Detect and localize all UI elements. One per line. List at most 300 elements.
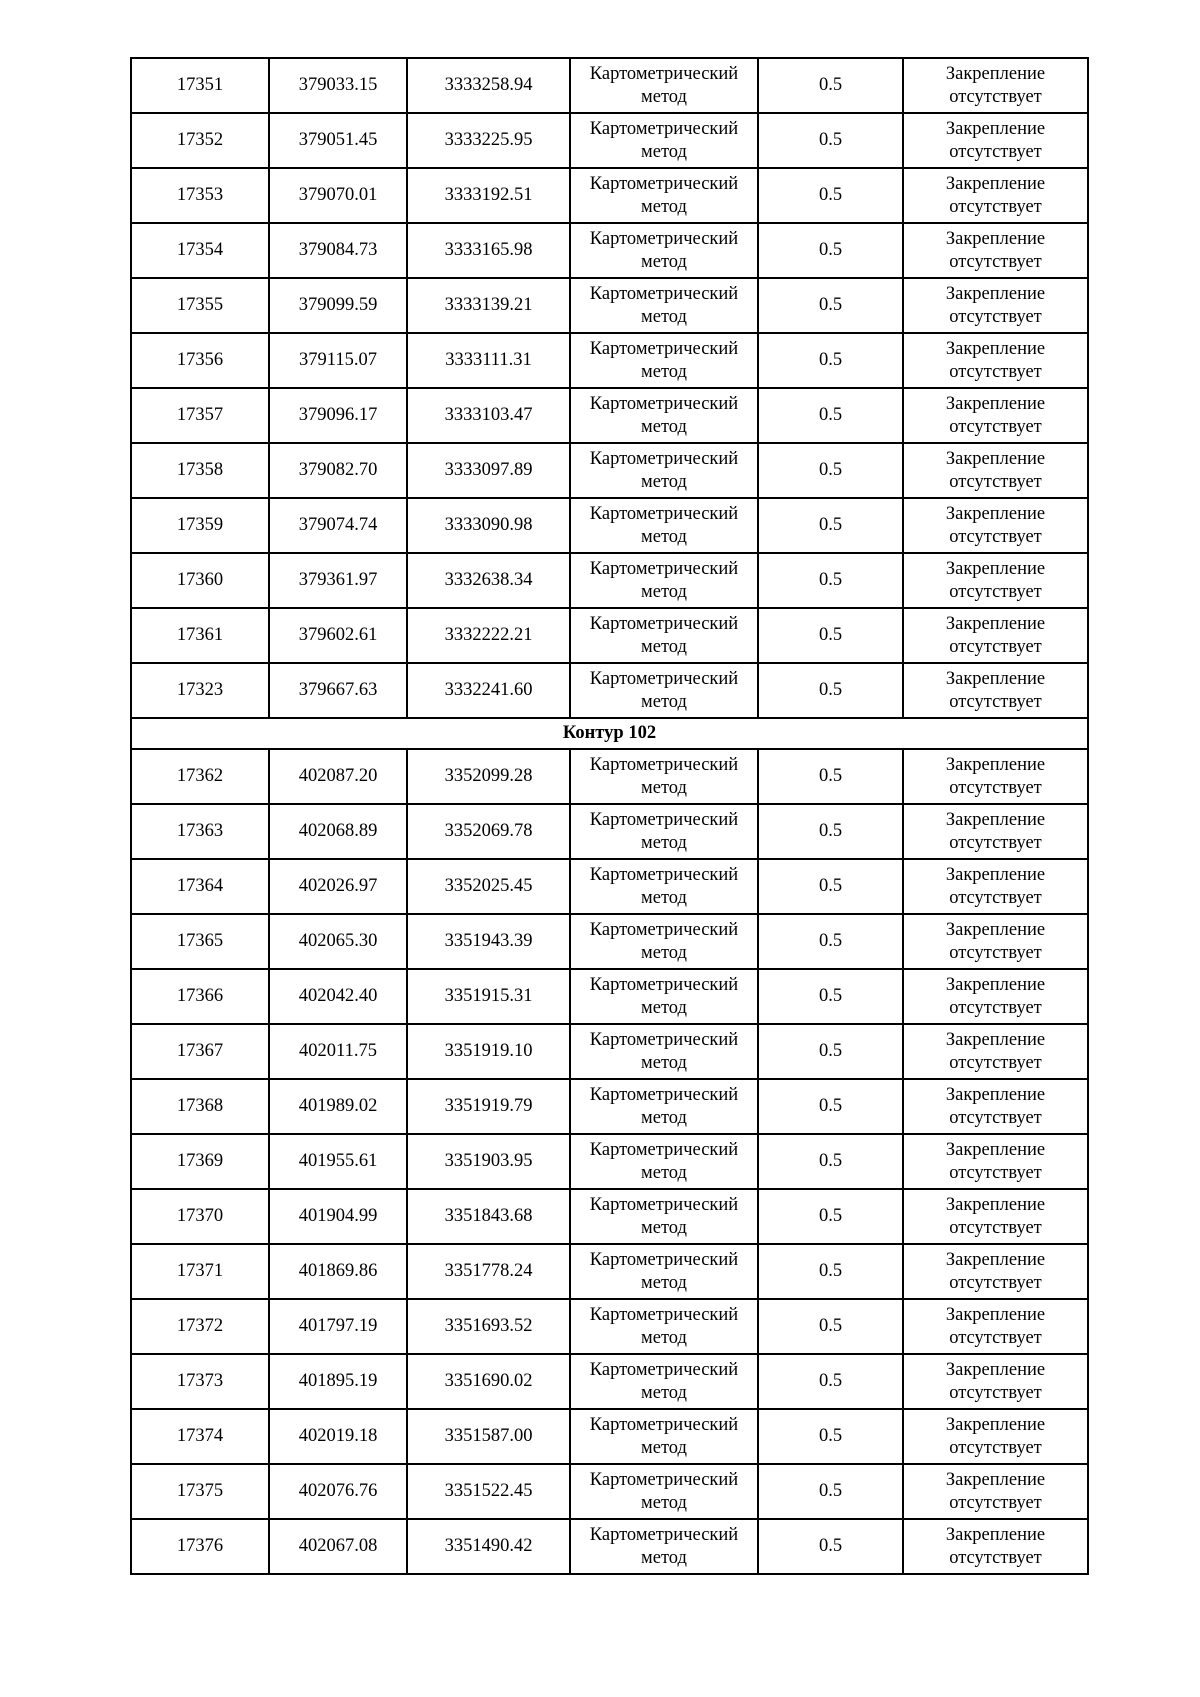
point-number-cell <box>131 749 269 804</box>
accuracy-cell-text: 0.5 <box>818 1151 843 1171</box>
x-coordinate-cell-text: 401989.02 <box>298 1096 378 1116</box>
determination-method-cell-text: Картометрический метод <box>589 1469 739 1513</box>
y-coordinate-cell <box>407 804 570 859</box>
determination-method-cell <box>570 1244 758 1299</box>
table-row <box>131 1024 1088 1079</box>
point-number-cell <box>131 553 269 608</box>
point-number-cell-text: 17371 <box>176 1261 224 1281</box>
y-coordinate-cell-text: 3352069.78 <box>444 821 533 841</box>
accuracy-cell <box>758 1409 903 1464</box>
determination-method-cell <box>570 608 758 663</box>
contour-header-row <box>131 718 1088 749</box>
determination-method-cell-text: Картометрический метод <box>589 1304 739 1348</box>
fixing-description-cell <box>903 1409 1088 1464</box>
x-coordinate-cell-text: 379099.59 <box>298 295 378 315</box>
x-coordinate-cell-text: 402026.97 <box>298 876 378 896</box>
fixing-description-cell <box>903 443 1088 498</box>
determination-method-cell <box>570 969 758 1024</box>
x-coordinate-cell <box>269 1024 407 1079</box>
point-number-cell <box>131 1354 269 1409</box>
point-number-cell-text: 17360 <box>176 570 224 590</box>
y-coordinate-cell <box>407 914 570 969</box>
point-number-cell-text: 17373 <box>176 1371 224 1391</box>
point-number-cell <box>131 278 269 333</box>
point-number-cell <box>131 333 269 388</box>
x-coordinate-cell-text: 402011.75 <box>299 1041 377 1061</box>
fixing-description-cell-text: Закрепление отсутствует <box>945 118 1046 162</box>
fixing-description-cell-text: Закрепление отсутствует <box>945 919 1046 963</box>
fixing-description-cell <box>903 168 1088 223</box>
x-coordinate-cell <box>269 498 407 553</box>
point-number-cell-text: 17355 <box>176 295 224 315</box>
accuracy-cell-text: 0.5 <box>818 515 843 535</box>
point-number-cell-text: 17365 <box>176 931 224 951</box>
y-coordinate-cell-text: 3333258.94 <box>444 75 533 95</box>
accuracy-cell-text: 0.5 <box>818 1041 843 1061</box>
x-coordinate-cell <box>269 608 407 663</box>
fixing-description-cell <box>903 608 1088 663</box>
accuracy-cell-text: 0.5 <box>818 295 843 315</box>
x-coordinate-cell-text: 402042.40 <box>298 986 378 1006</box>
accuracy-cell-text: 0.5 <box>818 931 843 951</box>
y-coordinate-cell-text: 3351490.42 <box>444 1536 533 1556</box>
accuracy-cell <box>758 113 903 168</box>
y-coordinate-cell-text: 3351903.95 <box>444 1151 533 1171</box>
x-coordinate-cell-text: 379033.15 <box>298 75 378 95</box>
x-coordinate-cell-text: 379667.63 <box>298 680 378 700</box>
fixing-description-cell <box>903 1189 1088 1244</box>
y-coordinate-cell-text: 3352099.28 <box>444 766 533 786</box>
determination-method-cell-text: Картометрический метод <box>589 613 739 657</box>
y-coordinate-cell-text: 3351943.39 <box>444 931 533 951</box>
point-number-cell <box>131 223 269 278</box>
determination-method-cell-text: Картометрический метод <box>589 283 739 327</box>
point-number-cell-text: 17369 <box>176 1151 224 1171</box>
table-row <box>131 113 1088 168</box>
point-number-cell <box>131 663 269 718</box>
x-coordinate-cell-text: 379361.97 <box>298 570 378 590</box>
accuracy-cell-text: 0.5 <box>818 1481 843 1501</box>
accuracy-cell <box>758 58 903 113</box>
table-row <box>131 914 1088 969</box>
point-number-cell <box>131 804 269 859</box>
accuracy-cell-text: 0.5 <box>818 1426 843 1446</box>
accuracy-cell-text: 0.5 <box>818 1206 843 1226</box>
accuracy-cell <box>758 1024 903 1079</box>
fixing-description-cell <box>903 1079 1088 1134</box>
y-coordinate-cell <box>407 1079 570 1134</box>
contour-title: Контур 102 <box>131 718 1088 749</box>
determination-method-cell-text: Картометрический метод <box>589 118 739 162</box>
fixing-description-cell-text: Закрепление отсутствует <box>945 228 1046 272</box>
determination-method-cell-text: Картометрический метод <box>589 974 739 1018</box>
y-coordinate-cell <box>407 498 570 553</box>
accuracy-cell <box>758 914 903 969</box>
determination-method-cell <box>570 749 758 804</box>
table-row <box>131 969 1088 1024</box>
determination-method-cell <box>570 223 758 278</box>
fixing-description-cell-text: Закрепление отсутствует <box>945 503 1046 547</box>
determination-method-cell-text: Картометрический метод <box>589 919 739 963</box>
x-coordinate-cell-text: 379096.17 <box>298 405 378 425</box>
x-coordinate-cell <box>269 804 407 859</box>
accuracy-cell-text: 0.5 <box>818 876 843 896</box>
x-coordinate-cell <box>269 278 407 333</box>
fixing-description-cell <box>903 113 1088 168</box>
point-number-cell-text: 17354 <box>176 240 224 260</box>
table-row <box>131 278 1088 333</box>
accuracy-cell-text: 0.5 <box>818 680 843 700</box>
x-coordinate-cell <box>269 1244 407 1299</box>
determination-method-cell-text: Картометрический метод <box>589 1524 739 1568</box>
y-coordinate-cell-text: 3333192.51 <box>444 185 533 205</box>
x-coordinate-cell <box>269 168 407 223</box>
fixing-description-cell-text: Закрепление отсутствует <box>945 1304 1046 1348</box>
determination-method-cell-text: Картометрический метод <box>589 63 739 107</box>
x-coordinate-cell-text: 379115.07 <box>299 350 377 370</box>
fixing-description-cell <box>903 333 1088 388</box>
fixing-description-cell <box>903 278 1088 333</box>
point-number-cell <box>131 58 269 113</box>
y-coordinate-cell <box>407 1244 570 1299</box>
y-coordinate-cell <box>407 58 570 113</box>
fixing-description-cell <box>903 388 1088 443</box>
fixing-description-cell-text: Закрепление отсутствует <box>945 1029 1046 1073</box>
y-coordinate-cell-text: 3351778.24 <box>444 1261 533 1281</box>
y-coordinate-cell-text: 3352025.45 <box>444 876 533 896</box>
accuracy-cell <box>758 1299 903 1354</box>
table-row <box>131 859 1088 914</box>
y-coordinate-cell <box>407 223 570 278</box>
x-coordinate-cell <box>269 1354 407 1409</box>
table-row <box>131 223 1088 278</box>
determination-method-cell <box>570 498 758 553</box>
fixing-description-cell-text: Закрепление отсутствует <box>945 1414 1046 1458</box>
y-coordinate-cell-text: 3333090.98 <box>444 515 533 535</box>
determination-method-cell-text: Картометрический метод <box>589 558 739 602</box>
y-coordinate-cell-text: 3351915.31 <box>444 986 533 1006</box>
x-coordinate-cell-text: 402019.18 <box>298 1426 378 1446</box>
table-row <box>131 1299 1088 1354</box>
y-coordinate-cell <box>407 113 570 168</box>
table-row <box>131 749 1088 804</box>
coordinates-table <box>130 57 1089 1575</box>
point-number-cell-text: 17372 <box>176 1316 224 1336</box>
point-number-cell <box>131 1409 269 1464</box>
determination-method-cell-text: Картометрический метод <box>589 1359 739 1403</box>
determination-method-cell-text: Картометрический метод <box>589 1139 739 1183</box>
determination-method-cell-text: Картометрический метод <box>589 1084 739 1128</box>
point-number-cell-text: 17357 <box>176 405 224 425</box>
accuracy-cell-text: 0.5 <box>818 1316 843 1336</box>
accuracy-cell-text: 0.5 <box>818 405 843 425</box>
point-number-cell <box>131 1134 269 1189</box>
x-coordinate-cell <box>269 1189 407 1244</box>
point-number-cell-text: 17353 <box>176 185 224 205</box>
accuracy-cell <box>758 498 903 553</box>
x-coordinate-cell <box>269 1519 407 1574</box>
point-number-cell <box>131 388 269 443</box>
y-coordinate-cell <box>407 1024 570 1079</box>
x-coordinate-cell <box>269 388 407 443</box>
x-coordinate-cell-text: 379070.01 <box>298 185 378 205</box>
point-number-cell-text: 17370 <box>176 1206 224 1226</box>
point-number-cell-text: 17352 <box>176 130 224 150</box>
determination-method-cell <box>570 1189 758 1244</box>
fixing-description-cell <box>903 914 1088 969</box>
y-coordinate-cell-text: 3332222.21 <box>444 625 533 645</box>
y-coordinate-cell-text: 3351587.00 <box>444 1426 533 1446</box>
x-coordinate-cell <box>269 859 407 914</box>
x-coordinate-cell <box>269 1299 407 1354</box>
accuracy-cell-text: 0.5 <box>818 821 843 841</box>
fixing-description-cell <box>903 58 1088 113</box>
point-number-cell <box>131 1024 269 1079</box>
x-coordinate-cell <box>269 1134 407 1189</box>
accuracy-cell-text: 0.5 <box>818 986 843 1006</box>
fixing-description-cell <box>903 1299 1088 1354</box>
determination-method-cell-text: Картометрический метод <box>589 864 739 908</box>
point-number-cell <box>131 498 269 553</box>
table-row <box>131 1079 1088 1134</box>
accuracy-cell <box>758 553 903 608</box>
determination-method-cell <box>570 1409 758 1464</box>
x-coordinate-cell-text: 401869.86 <box>298 1261 378 1281</box>
table-row <box>131 333 1088 388</box>
x-coordinate-cell-text: 401955.61 <box>298 1151 378 1171</box>
fixing-description-cell-text: Закрепление отсутствует <box>945 864 1046 908</box>
fixing-description-cell-text: Закрепление отсутствует <box>945 1359 1046 1403</box>
y-coordinate-cell <box>407 663 570 718</box>
determination-method-cell <box>570 553 758 608</box>
point-number-cell-text: 17359 <box>176 515 224 535</box>
fixing-description-cell <box>903 1464 1088 1519</box>
accuracy-cell-text: 0.5 <box>818 1536 843 1556</box>
fixing-description-cell <box>903 1244 1088 1299</box>
x-coordinate-cell-text: 402068.89 <box>298 821 378 841</box>
accuracy-cell <box>758 804 903 859</box>
table-row <box>131 1189 1088 1244</box>
accuracy-cell-text: 0.5 <box>818 1371 843 1391</box>
accuracy-cell-text: 0.5 <box>818 130 843 150</box>
point-number-cell <box>131 168 269 223</box>
determination-method-cell <box>570 804 758 859</box>
determination-method-cell <box>570 1134 758 1189</box>
fixing-description-cell-text: Закрепление отсутствует <box>945 809 1046 853</box>
accuracy-cell <box>758 1354 903 1409</box>
fixing-description-cell-text: Закрепление отсутствует <box>945 1469 1046 1513</box>
x-coordinate-cell <box>269 333 407 388</box>
y-coordinate-cell-text: 3351919.10 <box>444 1041 533 1061</box>
determination-method-cell-text: Картометрический метод <box>589 668 739 712</box>
x-coordinate-cell-text: 401797.19 <box>298 1316 378 1336</box>
accuracy-cell <box>758 1244 903 1299</box>
point-number-cell-text: 17376 <box>176 1536 224 1556</box>
fixing-description-cell <box>903 553 1088 608</box>
fixing-description-cell <box>903 1024 1088 1079</box>
x-coordinate-cell-text: 402065.30 <box>298 931 378 951</box>
accuracy-cell <box>758 168 903 223</box>
accuracy-cell <box>758 608 903 663</box>
x-coordinate-cell <box>269 663 407 718</box>
fixing-description-cell <box>903 1519 1088 1574</box>
x-coordinate-cell-text: 402076.76 <box>298 1481 378 1501</box>
table-row <box>131 58 1088 113</box>
fixing-description-cell-text: Закрепление отсутствует <box>945 338 1046 382</box>
determination-method-cell <box>570 1354 758 1409</box>
y-coordinate-cell <box>407 1134 570 1189</box>
determination-method-cell <box>570 1299 758 1354</box>
accuracy-cell-text: 0.5 <box>818 1096 843 1116</box>
x-coordinate-cell <box>269 1464 407 1519</box>
table-row <box>131 553 1088 608</box>
y-coordinate-cell <box>407 1354 570 1409</box>
table-row <box>131 1519 1088 1574</box>
point-number-cell <box>131 1299 269 1354</box>
y-coordinate-cell <box>407 1409 570 1464</box>
point-number-cell-text: 17351 <box>176 75 224 95</box>
y-coordinate-cell-text: 3351919.79 <box>444 1096 533 1116</box>
accuracy-cell <box>758 969 903 1024</box>
fixing-description-cell-text: Закрепление отсутствует <box>945 173 1046 217</box>
y-coordinate-cell <box>407 859 570 914</box>
y-coordinate-cell-text: 3333111.31 <box>445 350 532 370</box>
y-coordinate-cell-text: 3332638.34 <box>444 570 533 590</box>
determination-method-cell <box>570 1079 758 1134</box>
y-coordinate-cell <box>407 553 570 608</box>
point-number-cell <box>131 1244 269 1299</box>
x-coordinate-cell-text: 402087.20 <box>298 766 378 786</box>
accuracy-cell <box>758 388 903 443</box>
determination-method-cell-text: Картометрический метод <box>589 1194 739 1238</box>
fixing-description-cell-text: Закрепление отсутствует <box>945 1139 1046 1183</box>
point-number-cell-text: 17375 <box>176 1481 224 1501</box>
y-coordinate-cell <box>407 278 570 333</box>
determination-method-cell <box>570 113 758 168</box>
determination-method-cell <box>570 1464 758 1519</box>
determination-method-cell <box>570 443 758 498</box>
accuracy-cell <box>758 223 903 278</box>
fixing-description-cell <box>903 804 1088 859</box>
accuracy-cell <box>758 663 903 718</box>
y-coordinate-cell-text: 3333103.47 <box>444 405 533 425</box>
accuracy-cell <box>758 1079 903 1134</box>
x-coordinate-cell-text: 379082.70 <box>298 460 378 480</box>
determination-method-cell-text: Картометрический метод <box>589 1414 739 1458</box>
point-number-cell-text: 17366 <box>176 986 224 1006</box>
point-number-cell <box>131 859 269 914</box>
fixing-description-cell <box>903 859 1088 914</box>
accuracy-cell-text: 0.5 <box>818 766 843 786</box>
table-row <box>131 804 1088 859</box>
y-coordinate-cell <box>407 1299 570 1354</box>
determination-method-cell <box>570 1024 758 1079</box>
determination-method-cell-text: Картометрический метод <box>589 503 739 547</box>
determination-method-cell <box>570 168 758 223</box>
accuracy-cell-text: 0.5 <box>818 570 843 590</box>
point-number-cell <box>131 1519 269 1574</box>
y-coordinate-cell <box>407 443 570 498</box>
accuracy-cell-text: 0.5 <box>818 75 843 95</box>
table-row <box>131 1354 1088 1409</box>
determination-method-cell <box>570 58 758 113</box>
determination-method-cell-text: Картометрический метод <box>589 338 739 382</box>
y-coordinate-cell <box>407 1189 570 1244</box>
point-number-cell <box>131 443 269 498</box>
determination-method-cell-text: Картометрический метод <box>589 1249 739 1293</box>
x-coordinate-cell <box>269 223 407 278</box>
accuracy-cell <box>758 1134 903 1189</box>
accuracy-cell <box>758 1519 903 1574</box>
accuracy-cell <box>758 1464 903 1519</box>
fixing-description-cell-text: Закрепление отсутствует <box>945 1249 1046 1293</box>
point-number-cell-text: 17367 <box>176 1041 224 1061</box>
fixing-description-cell-text: Закрепление отсутствует <box>945 754 1046 798</box>
determination-method-cell-text: Картометрический метод <box>589 228 739 272</box>
accuracy-cell <box>758 859 903 914</box>
y-coordinate-cell-text: 3333139.21 <box>444 295 533 315</box>
determination-method-cell <box>570 914 758 969</box>
x-coordinate-cell <box>269 749 407 804</box>
fixing-description-cell-text: Закрепление отсутствует <box>945 1194 1046 1238</box>
point-number-cell <box>131 969 269 1024</box>
x-coordinate-cell-text: 379602.61 <box>298 625 378 645</box>
accuracy-cell <box>758 443 903 498</box>
accuracy-cell <box>758 333 903 388</box>
point-number-cell-text: 17363 <box>176 821 224 841</box>
x-coordinate-cell <box>269 113 407 168</box>
accuracy-cell-text: 0.5 <box>818 240 843 260</box>
fixing-description-cell <box>903 749 1088 804</box>
y-coordinate-cell <box>407 749 570 804</box>
accuracy-cell-text: 0.5 <box>818 625 843 645</box>
accuracy-cell-text: 0.5 <box>818 460 843 480</box>
coordinates-table-body <box>131 58 1088 1574</box>
point-number-cell <box>131 914 269 969</box>
point-number-cell <box>131 1079 269 1134</box>
accuracy-cell-text: 0.5 <box>818 350 843 370</box>
y-coordinate-cell-text: 3351690.02 <box>444 1371 533 1391</box>
point-number-cell-text: 17362 <box>176 766 224 786</box>
y-coordinate-cell <box>407 1519 570 1574</box>
y-coordinate-cell <box>407 333 570 388</box>
table-row <box>131 498 1088 553</box>
table-row <box>131 1244 1088 1299</box>
determination-method-cell-text: Картометрический метод <box>589 1029 739 1073</box>
determination-method-cell-text: Картометрический метод <box>589 754 739 798</box>
fixing-description-cell <box>903 1354 1088 1409</box>
x-coordinate-cell-text: 379074.74 <box>298 515 378 535</box>
determination-method-cell-text: Картометрический метод <box>589 448 739 492</box>
x-coordinate-cell-text: 401904.99 <box>298 1206 378 1226</box>
determination-method-cell <box>570 333 758 388</box>
x-coordinate-cell <box>269 1079 407 1134</box>
determination-method-cell-text: Картометрический метод <box>589 809 739 853</box>
y-coordinate-cell <box>407 608 570 663</box>
point-number-cell <box>131 1464 269 1519</box>
y-coordinate-cell <box>407 168 570 223</box>
table-row <box>131 608 1088 663</box>
y-coordinate-cell-text: 3333097.89 <box>444 460 533 480</box>
point-number-cell <box>131 113 269 168</box>
table-row <box>131 168 1088 223</box>
x-coordinate-cell-text: 379051.45 <box>298 130 378 150</box>
table-row <box>131 1409 1088 1464</box>
point-number-cell-text: 17368 <box>176 1096 224 1116</box>
point-number-cell <box>131 1189 269 1244</box>
accuracy-cell <box>758 278 903 333</box>
accuracy-cell-text: 0.5 <box>818 1261 843 1281</box>
